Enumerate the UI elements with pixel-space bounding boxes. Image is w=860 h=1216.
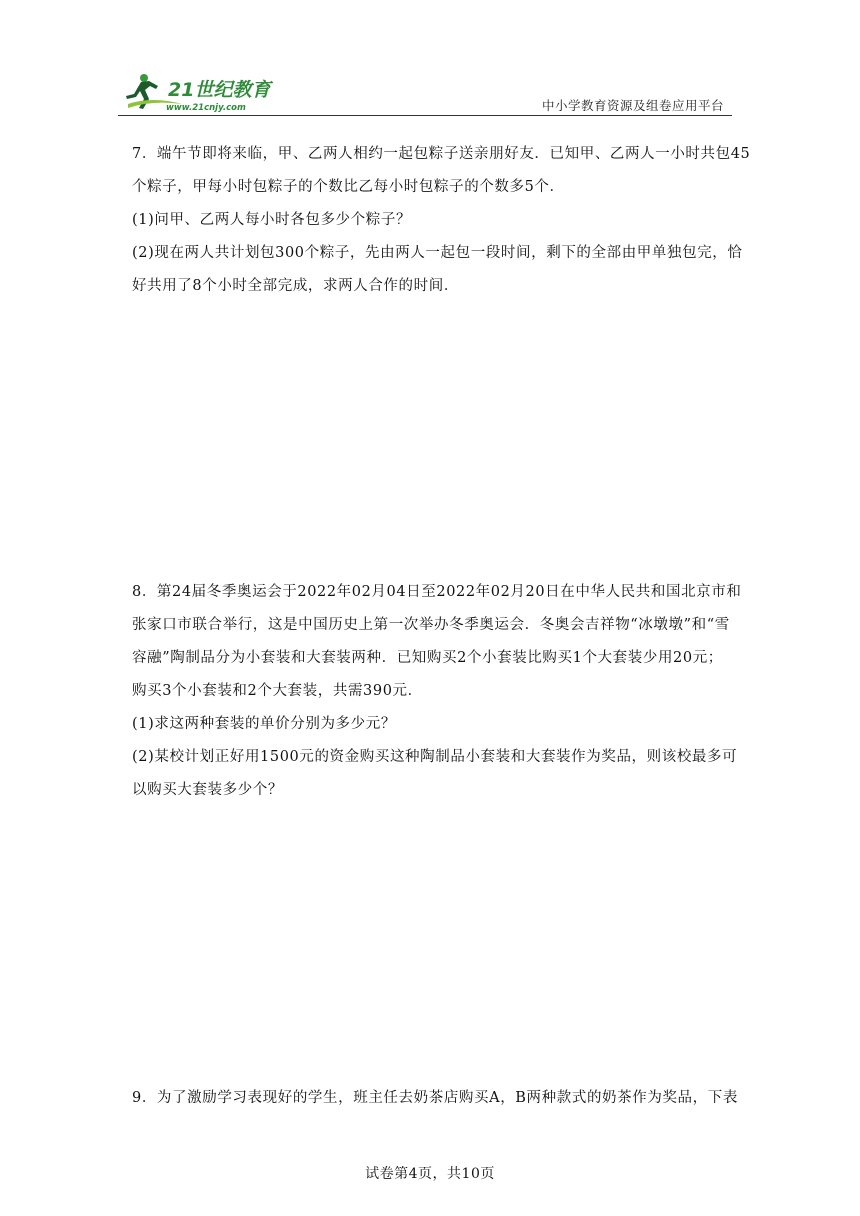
logo-graphic	[122, 70, 292, 114]
q7-part-1: (1)问甲、乙两人每小时各包多少个粽子？	[132, 212, 412, 228]
header-divider	[118, 115, 732, 116]
q8-part-2-line-2: 以购买大套装多少个？	[132, 782, 283, 798]
q7-part-2-line-1: (2)现在两人共计划包300个粽子，先由两人一起包一段时间，剩下的全部由甲单独包完，恰	[132, 245, 743, 261]
q8-part-2-line-1: (2)某校计划正好用1500元的资金购买这种陶制品小套装和大套装作为奖品，则该校最多可	[132, 749, 738, 765]
page-footer: 试卷第4页，共10页	[365, 1166, 495, 1182]
logo-text: 21世纪教育	[168, 79, 271, 101]
page-header	[118, 62, 732, 120]
logo-21cnjy	[122, 70, 292, 114]
q7-line-1: 7．端午节即将来临，甲、乙两人相约一起包粽子送亲朋好友．已知甲、乙两人一小时共包45	[132, 146, 751, 162]
q8-line-4: 购买3个小套装和2个大套装，共需390元．	[132, 683, 423, 699]
platform-label: 中小学教育资源及组卷应用平台	[541, 98, 724, 113]
q7-line-2: 个粽子，甲每小时包粽子的个数比乙每小时包粽子的个数多5个．	[132, 179, 565, 195]
logo-url-text: www.21cnjy.com	[166, 103, 246, 113]
q7-part-2-line-2: 好共用了8个小时全部完成，求两人合作的时间．	[132, 278, 459, 294]
q8-line-2: 张家口市联合举行，这是中国历史上第一次举办冬季奥运会．冬奥会吉祥物“冰墩墩”和“雪	[132, 617, 730, 633]
q8-line-3: 容融”陶制品分为小套装和大套装两种．已知购买2个小套装比购买1个大套装少用20元；	[132, 650, 723, 666]
q8-line-1: 8．第24届冬季奥运会于2022年02月04日至2022年02月20日在中华人民共和国北京市和	[132, 584, 742, 600]
q9-line-1: 9．为了激励学习表现好的学生，班主任去奶茶店购买A，B两种款式的奶茶作为奖品，下表	[132, 1090, 738, 1106]
q8-part-1: (1)求这两种套装的单价分别为多少元？	[132, 716, 396, 732]
